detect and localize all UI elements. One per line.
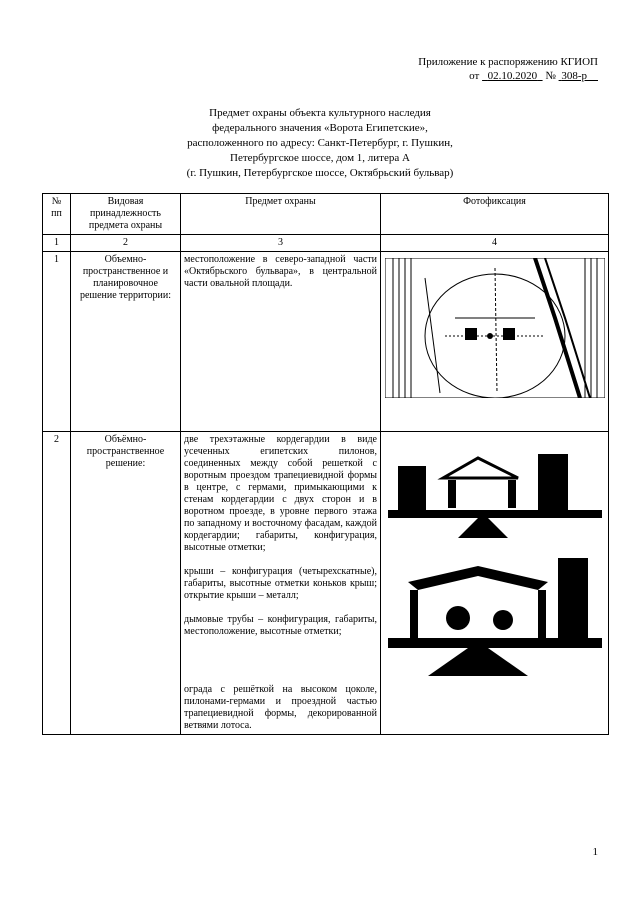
row-subject-list [181, 432, 381, 735]
col-header-number: № пп [43, 194, 71, 235]
row-number: 1 [43, 252, 71, 432]
table-row [43, 252, 609, 432]
col-number: 1 [43, 235, 71, 252]
order-number: 308-р [561, 70, 587, 82]
col-header-subject: Предмет охраны [181, 194, 381, 235]
annex-header [418, 55, 598, 83]
column-number-row [43, 235, 609, 252]
table-header-row [43, 194, 609, 235]
subject-item: дымовые трубы – конфигурация, габариты, местоположение, высотные отметки; [184, 614, 377, 637]
site-plan-image [385, 258, 605, 398]
title-line-5: (г. Пушкин, Петербургское шоссе, Октябрьский бульвар) [186, 167, 454, 179]
row-number: 2 [43, 432, 71, 735]
protection-table [42, 193, 609, 735]
table-row [43, 432, 609, 735]
title-line-3: расположенного по адресу: Санкт-Петербург, г. Пушкин, [187, 137, 453, 149]
subject-item: крыши – конфигурация (четырехскатные), габариты, высотные отметки коньков крыш; открытие крыши – металл; [184, 566, 377, 601]
title-line-4: Петербургское шоссе, дом 1, литера А [230, 152, 410, 164]
col-header-type: Видовая принадлежность предмета охраны [71, 194, 181, 235]
gate-photo-1 [388, 438, 602, 538]
row-type: Объемно-пространственное и планировочное решение территории: [71, 252, 181, 432]
page-number: 1 [592, 846, 598, 858]
gate-photo-2 [388, 548, 602, 676]
title-line-1: Предмет охраны объекта культурного наследия [209, 107, 431, 119]
photo-cell [381, 252, 609, 432]
subject-item: ограда с решёткой на высоком цоколе, пилонами-гермами и проездной частью трапециевидной формы, декорированной ветвями лотоса. [184, 684, 377, 731]
col-number: 4 [381, 235, 609, 252]
number-prefix: № [545, 70, 556, 82]
photo-cell [381, 432, 609, 735]
order-date: 02.10.2020 [487, 70, 538, 82]
row-type: Объёмно-пространственное решение: [71, 432, 181, 735]
col-number: 2 [71, 235, 181, 252]
document-title [0, 106, 640, 181]
col-number: 3 [181, 235, 381, 252]
annex-date-line [418, 69, 598, 83]
annex-line: Приложение к распоряжению КГИОП [418, 56, 598, 68]
col-header-photo: Фотофиксация [381, 194, 609, 235]
subject-item: две трехэтажные кордегардии в виде усеченных египетских пилонов, соединенных между собой решеткой с воротным проездом трапециевидной формы в центре, с гермами, примыкающими к стенам кордегардии с двух сторон и в воротном проезде, в уровне первого этажа по западному и восточному фасадам, каждой кордегардии; габариты, конфигурация, высотные отметки; [184, 434, 377, 553]
title-line-2: федерального значения «Ворота Египетские», [212, 122, 428, 134]
row-subject: местоположение в северо-западной части «Октябрьского бульвара», в центральной части овальной площади. [181, 252, 381, 432]
date-prefix: от [469, 70, 480, 82]
